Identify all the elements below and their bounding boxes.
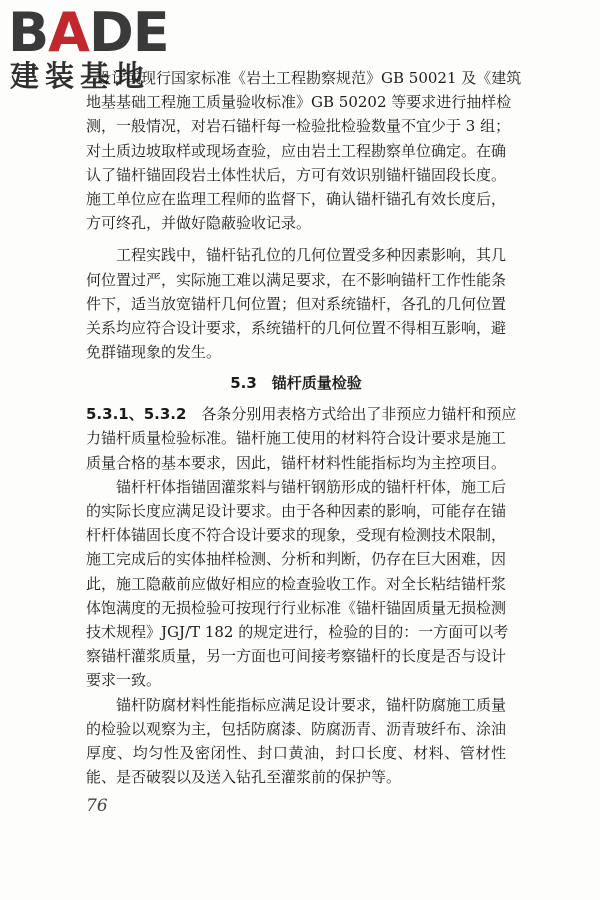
text-line: 测，一般情况，对岩石锚杆每一检验批检验数量不宜少于 3 组； — [86, 117, 511, 136]
text-line: 认了锚杆锚固段岩土体性状后，方可有效识别锚杆锚固段长度。 — [86, 165, 507, 184]
text-line: 力锚杆质量检验标准。锚杆施工使用的材料符合设计要求是施工 — [86, 429, 507, 448]
text-line: 能、是否破裂以及送入钻孔至灌浆前的保护等。 — [86, 768, 402, 787]
paragraph-4 — [86, 475, 509, 693]
text-line: 免群锚现象的发生。 — [86, 343, 222, 362]
text-line: 锚杆防腐材料性能指标应满足设计要求，锚杆防腐施工质量 — [116, 695, 507, 714]
text-line-rest: 各条分别用表格方式给出了非预应力锚杆和预应 — [186, 405, 517, 424]
text-line: 何位置过严，实际施工难以满足要求，在不影响锚杆工作性能条 — [86, 270, 507, 289]
text-line: 锚杆杆体指锚固灌浆料与锚杆钢筋形成的锚杆杆体，施工后 — [116, 477, 507, 496]
text-line: 工程实践中，锚杆钻孔位的几何位置受多种因素影响，其几 — [116, 246, 507, 265]
section-heading: 5.3 锚杆质量检验 — [230, 374, 362, 393]
text-line: 厚度、均匀性及密闭性、封口黄油，封口长度、材料、管材性 — [86, 743, 506, 762]
text-line: 杆杆体锚固长度不符合设计要求的现象，受现有检测技术限制， — [86, 526, 507, 545]
text-line: 施工单位应在监理工程师的监督下，确认锚杆锚孔有效长度后， — [86, 189, 507, 208]
logo-letter-b: B — [8, 1, 49, 64]
text-line: 关系均应符合设计要求，系统锚杆的几何位置不得相互影响，避 — [86, 318, 507, 337]
logo-letter-a: A — [48, 1, 89, 64]
paragraph-1 — [86, 66, 522, 235]
text-line: 此，施工隐蔽前应做好相应的检查验收工作。对全长粘结锚杆浆 — [86, 574, 507, 593]
paragraph-3 — [86, 402, 517, 475]
logo-wordmark — [8, 1, 169, 64]
text-line — [86, 402, 517, 426]
paragraph-2 — [86, 243, 506, 364]
text-line: 件下，适当放宽锚杆几何位置；但对系统锚杆，各孔的几何位置 — [86, 294, 507, 313]
logo-subtitle: 建装基地 — [10, 59, 151, 93]
text-line: 施工完成后的实体抽样检测、分析和判断，仍存在巨大困难，因 — [86, 550, 507, 569]
text-line: 的实际长度应满足设计要求。由于各种因素的影响，可能存在锚 — [86, 502, 507, 520]
clause-number: 5.3.1、5.3.2 — [86, 405, 187, 424]
text-line: 体饱满度的无损检验可按现行行业标准《锚杆锚固质量无损检测 — [86, 598, 507, 617]
logo-letters-de: DE — [88, 1, 169, 64]
text-line: 技术规程》JGJ/T 182 的规定进行，检验的目的：一方面可以考 — [86, 622, 509, 641]
body-text — [86, 66, 522, 789]
text-line: 的检验以观察为主，包括防腐漆、防腐沥青、沥青玻纤布、涂油 — [86, 719, 507, 738]
text-line: 察锚杆灌浆质量，另一方面也可间接考察锚杆的长度是否与设计 — [86, 647, 507, 666]
text-line: 质量合格的基本要求，因此，锚杆材料性能指标均为主控项目。 — [86, 453, 507, 472]
text-line: 要求一致。 — [86, 671, 162, 690]
paragraph-5 — [86, 693, 506, 790]
page-number: 76 — [86, 796, 108, 816]
text-line: 方可终孔，并做好隐蔽验收记录。 — [86, 214, 312, 233]
text-line: 地基基础工程施工质量验收标准》GB 50202 等要求进行抽样检 — [86, 93, 512, 112]
text-line: 设计或现行国家标准《岩土工程勘察规范》GB 50021 及《建筑 — [96, 69, 522, 87]
text-line: 对土质边坡取样或现场查验，应由岩土工程勘察单位确定。在确 — [86, 141, 507, 160]
